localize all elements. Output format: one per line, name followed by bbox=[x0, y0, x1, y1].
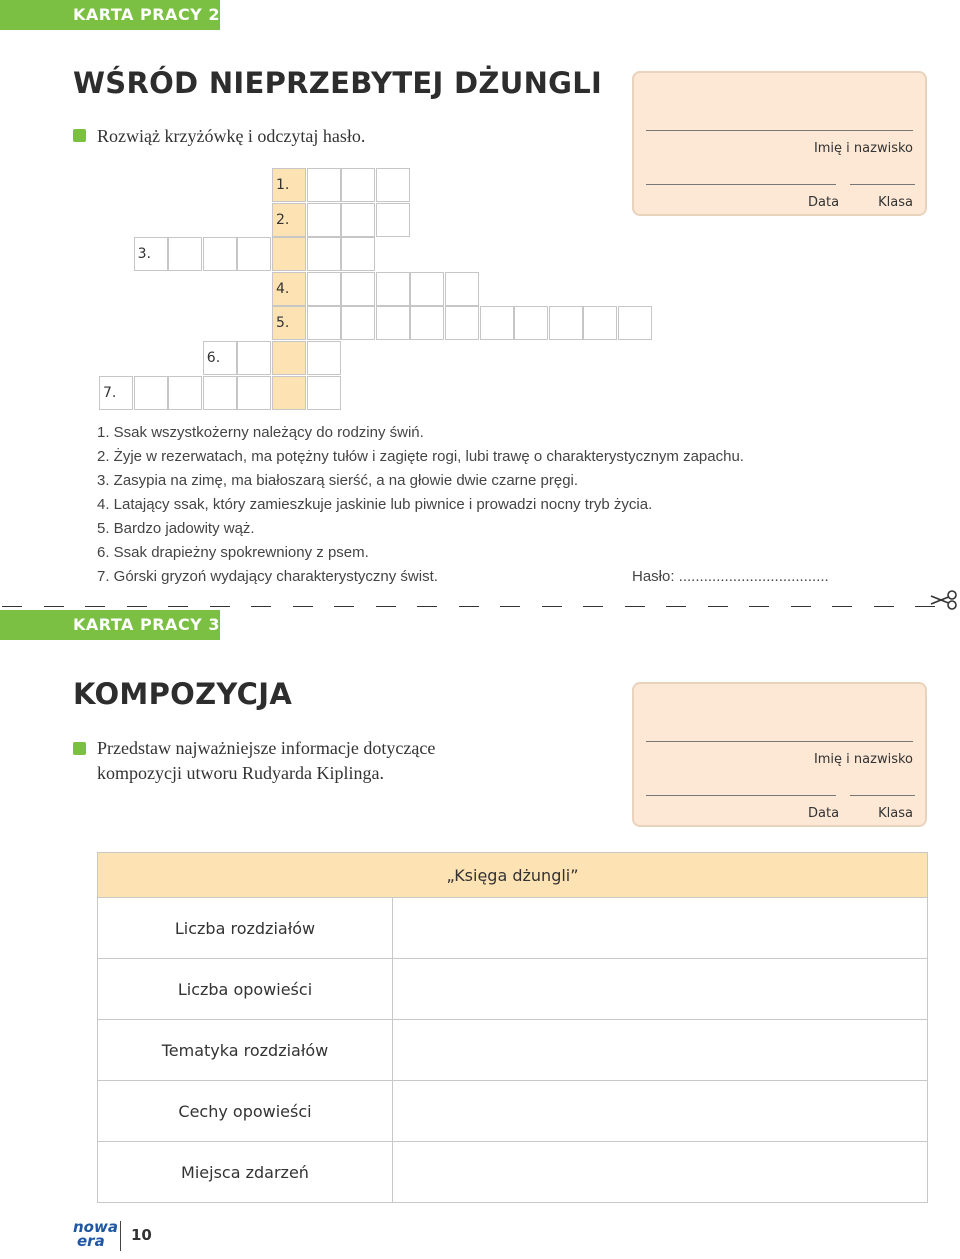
name-label: Imię i nazwisko bbox=[813, 752, 913, 767]
clue-number: 7. bbox=[103, 384, 117, 401]
row-label: Miejsca zdarzeń bbox=[98, 1142, 393, 1203]
crossword-cell[interactable] bbox=[341, 306, 375, 340]
cut-dash bbox=[85, 606, 105, 607]
crossword-cell[interactable] bbox=[237, 376, 271, 410]
crossword-cell[interactable] bbox=[203, 376, 237, 410]
crossword-cell[interactable] bbox=[480, 306, 514, 340]
crossword-cell[interactable] bbox=[376, 272, 410, 306]
cut-dash bbox=[293, 606, 313, 607]
table-header: „Księga dżungli” bbox=[98, 853, 928, 898]
cut-dash bbox=[791, 606, 811, 607]
cut-dash bbox=[168, 606, 188, 607]
table-row bbox=[98, 1020, 928, 1081]
cut-dash bbox=[500, 606, 520, 607]
name-box bbox=[632, 71, 927, 216]
instruction-line-2: kompozycji utworu Rudyarda Kiplinga. bbox=[97, 763, 384, 783]
cut-dash bbox=[127, 606, 147, 607]
crossword-cell[interactable] bbox=[307, 306, 341, 340]
table-row bbox=[98, 898, 928, 959]
crossword-cell[interactable] bbox=[341, 237, 375, 271]
date-line[interactable] bbox=[646, 795, 836, 796]
crossword-cell[interactable] bbox=[376, 306, 410, 340]
clue-3: 3. Zasypia na zimę, ma białoszarą sierść, a na głowie dwie czarne pręgi. bbox=[97, 472, 579, 489]
cut-dash bbox=[625, 606, 645, 607]
crossword-cell[interactable] bbox=[583, 306, 617, 340]
crossword-cell[interactable] bbox=[376, 168, 410, 202]
clue-number: 1. bbox=[276, 177, 290, 193]
password-cell[interactable] bbox=[272, 376, 306, 410]
bullet-icon bbox=[73, 129, 86, 142]
answer-cell[interactable] bbox=[393, 1081, 928, 1142]
clue-4: 4. Latający ssak, który zamieszkuje jaskinie lub piwnice i prowadzi nocny tryb życia. bbox=[97, 496, 653, 513]
crossword-cell[interactable] bbox=[410, 306, 444, 340]
answer-cell[interactable] bbox=[393, 959, 928, 1020]
table-row bbox=[98, 959, 928, 1020]
cut-dash bbox=[459, 606, 479, 607]
class-label: Klasa bbox=[878, 195, 913, 210]
class-line[interactable] bbox=[850, 795, 915, 796]
crossword-cell[interactable] bbox=[376, 203, 410, 237]
crossword-cell[interactable] bbox=[514, 306, 548, 340]
crossword-cell[interactable] bbox=[549, 306, 583, 340]
bullet-icon bbox=[73, 742, 86, 755]
cut-dash bbox=[210, 606, 230, 607]
password-cell[interactable] bbox=[272, 237, 306, 271]
clue-number: 6. bbox=[206, 350, 221, 366]
publisher-logo bbox=[73, 1220, 118, 1248]
footer-divider bbox=[120, 1221, 121, 1251]
logo-bottom: era bbox=[77, 1232, 105, 1250]
name-box bbox=[632, 682, 927, 827]
scissors-icon bbox=[928, 589, 960, 611]
crossword-cell[interactable] bbox=[307, 341, 341, 375]
cut-dash bbox=[334, 606, 354, 607]
section-title: KOMPOZYCJA bbox=[73, 677, 293, 711]
answer-cell[interactable] bbox=[393, 1020, 928, 1081]
cut-dash bbox=[251, 606, 271, 607]
row-label: Liczba opowieści bbox=[98, 959, 393, 1020]
name-label: Imię i nazwisko bbox=[813, 141, 913, 156]
crossword-cell[interactable] bbox=[341, 272, 375, 306]
clue-number: 2. bbox=[276, 211, 290, 228]
crossword-cell[interactable] bbox=[307, 237, 341, 271]
name-line[interactable] bbox=[646, 741, 913, 742]
date-line[interactable] bbox=[646, 184, 836, 185]
cut-dash bbox=[666, 606, 686, 607]
date-label: Data bbox=[808, 195, 840, 210]
crossword-cell[interactable] bbox=[307, 203, 341, 237]
cut-dash bbox=[874, 606, 894, 607]
clue-2: 2. Żyje w rezerwatach, ma potężny tułów i zagięte rogi, lubi trawę o charakterystycznym zapachu. bbox=[97, 448, 744, 465]
row-label: Cechy opowieści bbox=[98, 1081, 393, 1142]
cut-dash bbox=[44, 606, 64, 607]
clue-7: 7. Górski gryzoń wydający charakterystyczny świst. bbox=[97, 568, 438, 585]
clue-number: 4. bbox=[276, 280, 290, 297]
crossword-cell[interactable] bbox=[445, 272, 479, 306]
instruction-line-1: Przedstaw najważniejsze informacje dotyczące bbox=[97, 738, 436, 758]
clue-6: 6. Ssak drapieżny spokrewniony z psem. bbox=[97, 544, 369, 561]
answer-cell[interactable] bbox=[393, 898, 928, 959]
logo-top: nowa bbox=[73, 1218, 118, 1236]
crossword-cell[interactable] bbox=[307, 272, 341, 306]
table-row bbox=[98, 1142, 928, 1203]
crossword-cell[interactable] bbox=[307, 376, 341, 410]
cut-dash bbox=[376, 606, 396, 607]
clue-1: 1. Ssak wszystkożerny należący do rodziny świń. bbox=[97, 424, 424, 441]
crossword-cell[interactable] bbox=[445, 306, 479, 340]
password-cell[interactable] bbox=[272, 341, 306, 375]
crossword-cell[interactable] bbox=[341, 168, 375, 202]
cut-dash bbox=[832, 606, 852, 607]
page-title: WŚRÓD NIEPRZEBYTEJ DŻUNGLI bbox=[73, 66, 603, 100]
clue-number: 5. bbox=[276, 315, 290, 332]
crossword-cell[interactable] bbox=[237, 237, 271, 271]
name-line[interactable] bbox=[646, 130, 913, 131]
crossword-cell[interactable] bbox=[168, 376, 202, 410]
cut-dash bbox=[583, 606, 603, 607]
clue-number: 3. bbox=[137, 246, 151, 263]
password-field[interactable]: Hasło: .................................... bbox=[632, 568, 829, 585]
crossword-cell[interactable] bbox=[134, 376, 168, 410]
composition-table bbox=[97, 852, 928, 1203]
answer-cell[interactable] bbox=[393, 1142, 928, 1203]
worksheet-tag-2: KARTA PRACY 2 bbox=[0, 0, 220, 30]
cut-dash bbox=[542, 606, 562, 607]
page-number: 10 bbox=[131, 1226, 152, 1244]
cut-dash bbox=[708, 606, 728, 607]
crossword-cell[interactable] bbox=[307, 168, 341, 202]
crossword-cell[interactable] bbox=[341, 203, 375, 237]
class-line[interactable] bbox=[850, 184, 915, 185]
worksheet-tag-3: KARTA PRACY 3 bbox=[0, 610, 220, 640]
row-label: Liczba rozdziałów bbox=[98, 898, 393, 959]
crossword-cell[interactable] bbox=[168, 237, 202, 271]
cut-dash bbox=[2, 606, 22, 607]
table-row bbox=[98, 1081, 928, 1142]
row-label: Tematyka rozdziałów bbox=[98, 1020, 393, 1081]
table-header-row bbox=[98, 853, 928, 898]
crossword-cell[interactable] bbox=[203, 237, 237, 271]
clue-5: 5. Bardzo jadowity wąż. bbox=[97, 520, 255, 537]
cut-dash bbox=[417, 606, 437, 607]
crossword-cell[interactable] bbox=[410, 272, 444, 306]
crossword-cell[interactable] bbox=[237, 341, 271, 375]
class-label: Klasa bbox=[878, 806, 913, 821]
crossword-cell[interactable] bbox=[618, 306, 652, 340]
date-label: Data bbox=[808, 806, 840, 821]
cut-dash bbox=[749, 606, 769, 607]
instruction: Rozwiąż krzyżówkę i odczytaj hasło. bbox=[97, 126, 366, 146]
